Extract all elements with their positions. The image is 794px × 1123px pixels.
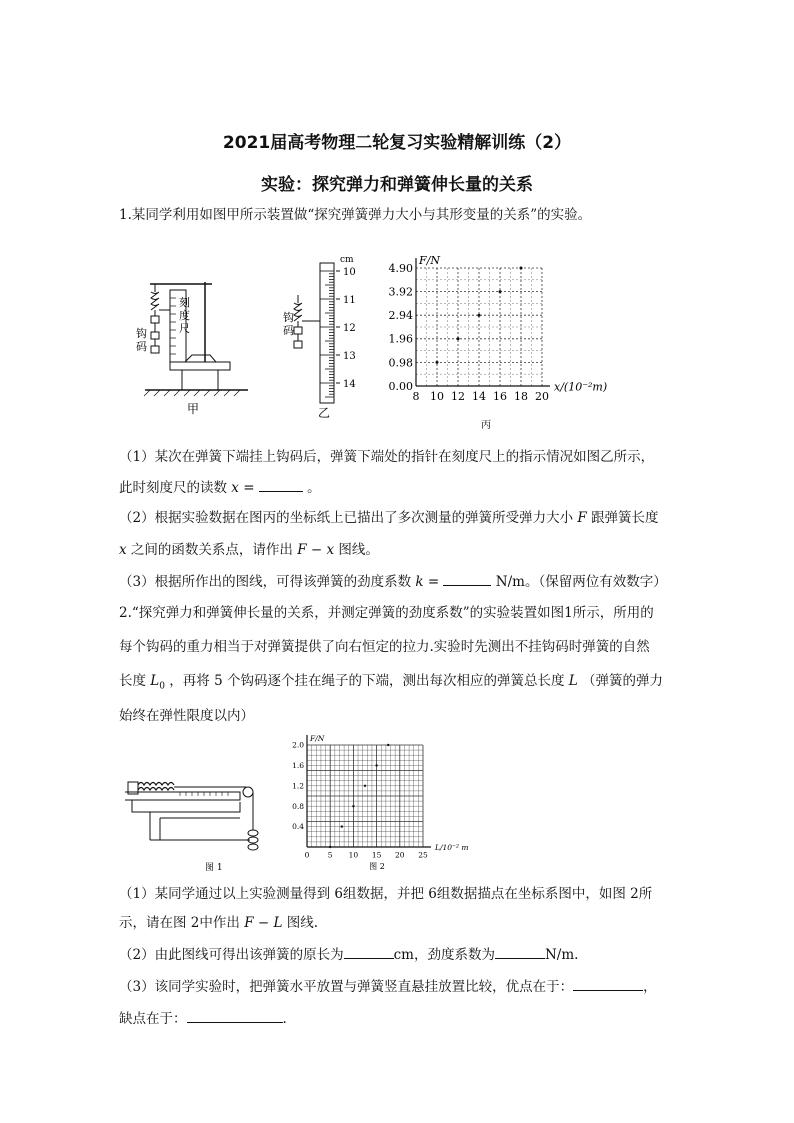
q2-sub1-line1: （1）某同学通过以上实验测量得到 6组数据，并把 6组数据描点在坐标系图中，如图 2所	[119, 886, 653, 902]
jia-ruler-label: 刻度尺	[179, 296, 190, 335]
q2-var-L0: L	[150, 673, 160, 689]
y-tick-label: 0.98	[388, 356, 413, 370]
x-tick-label: 8	[412, 390, 420, 403]
data-point	[387, 744, 389, 746]
fig1-caption: 图 1	[205, 863, 223, 873]
q1-stem: 1.某同学利用如图甲所示装置做“探究弹簧弹力大小与其形变量的关系”的实验。	[119, 207, 592, 223]
q2-sub3-line1	[119, 976, 679, 997]
q1-sub3-text: （3）根据所作出的图线，可得该弹簧的劲度系数	[119, 574, 412, 590]
x-tick-label: 15	[371, 850, 382, 860]
q2-answer-blank-length[interactable]	[344, 944, 394, 959]
q1-sub2-expr: F − x	[297, 542, 335, 558]
q2-sub1-expr: F − L	[244, 915, 283, 931]
page-subtitle: 实验：探究弹力和弹簧伸长量的关系	[261, 175, 533, 195]
y-axis-label: F/N	[310, 734, 325, 743]
fig-jia	[130, 262, 260, 422]
yi-tick-label: 11	[343, 295, 356, 306]
x-tick-label: 5	[327, 850, 333, 860]
x-axis-label: L/10⁻² m	[435, 843, 469, 852]
q1-sub1-text: 此时刻度尺的读数	[119, 480, 227, 496]
q2-stem-text: 长度	[119, 673, 146, 689]
q2-var-L0-sub: 0	[159, 681, 165, 692]
y-tick-label: 1.6	[292, 761, 304, 771]
x-tick-label: 20	[395, 850, 405, 860]
q2-stem-line4: 始终在弹性限度以内）	[119, 708, 254, 724]
y-tick-label: 2.0	[292, 740, 304, 750]
q2-answer-blank-advantage[interactable]	[573, 976, 643, 991]
q2-sub1-text: 示，请在图 2中作出	[119, 915, 240, 931]
data-point	[499, 290, 502, 293]
fig2-caption: 图 2	[369, 862, 385, 871]
x-tick-label: 16	[493, 390, 507, 403]
q2-answer-blank-disadvantage[interactable]	[187, 1008, 283, 1023]
q1-sub2-text2: 跟弹簧长度	[591, 510, 659, 526]
y-tick-label: 1.2	[292, 781, 304, 791]
q2-sub3-comma: ，	[643, 979, 657, 995]
yi-tick-label: 12	[343, 323, 356, 334]
y-tick-label: 3.92	[388, 285, 413, 299]
bing-caption: 丙	[481, 420, 491, 431]
q2-sub2-text3: N/m.	[544, 947, 579, 963]
data-point	[341, 825, 343, 827]
q1-sub3: （3）根据所作出的图线，可得该弹簧的劲度系数 k = N/m。（保留两位有效数字）	[119, 571, 679, 592]
jia-caption: 甲	[187, 402, 200, 416]
q2-var-L: L	[568, 673, 578, 689]
x-tick-label: 10	[348, 850, 359, 860]
fig-2-chart	[285, 733, 469, 873]
q1-sub2-text: （2）根据实验数据在图丙的坐标纸上已描出了多次测量的弹簧所受弹力大小	[119, 510, 574, 526]
data-point	[352, 805, 354, 807]
q1-sub3-var: k	[415, 574, 424, 590]
fig-yi	[280, 255, 370, 420]
q2-sub3-line2	[119, 1008, 679, 1029]
q1-sub1-var: x	[231, 480, 239, 496]
page-title: 2021届高考物理二轮复习实验精解训练（2）	[222, 133, 572, 153]
q1-sub2-var-x: x	[119, 542, 127, 558]
data-point	[457, 337, 460, 340]
yi-tick-label: 10	[343, 267, 356, 278]
x-axis-label: x/(10⁻²m)	[554, 380, 608, 394]
data-point	[436, 361, 439, 364]
y-tick-label: 0.8	[292, 801, 304, 811]
q2-answer-blank-k[interactable]	[495, 944, 545, 959]
q1-sub2-line2	[119, 540, 679, 560]
y-tick-label: 2.94	[388, 309, 413, 323]
q2-stem-line2: 每个钩码的重力相当于对弹簧提供了向右恒定的拉力.实验时先测出不挂钩码时弹簧的自然	[119, 639, 650, 655]
q1-sub2-text4: 图线。	[338, 542, 379, 558]
x-tick-label: 10	[430, 390, 444, 403]
jia-weight-label: 钩码	[136, 327, 147, 353]
yi-tick-label: 13	[343, 351, 356, 362]
x-tick-label: 0	[304, 850, 310, 860]
y-tick-label: 0.00	[388, 379, 413, 393]
yi-weight-label: 钩码	[283, 311, 294, 337]
q2-stem-line1: 2.“探究弹力和弹簧伸长量的关系，并测定弹簧的劲度系数”的实验装置如图1所示，所用的	[119, 605, 654, 621]
yi-unit: cm	[340, 255, 354, 265]
q1-sub1-line2: 此时刻度尺的读数 x = 。	[119, 477, 679, 498]
q1-sub2-var-F: F	[577, 510, 587, 526]
y-tick-label: 4.90	[388, 261, 413, 275]
q2-sub1-end: 图线.	[286, 915, 319, 931]
data-point	[329, 846, 331, 848]
x-tick-label: 14	[472, 390, 486, 403]
y-tick-label: 1.96	[388, 332, 413, 346]
data-point	[375, 764, 377, 766]
q2-sub2	[119, 944, 679, 965]
x-tick-label: 25	[418, 850, 428, 860]
q2-sub3-text2: 缺点在于：	[119, 1011, 187, 1027]
q1-sub3-end: N/m。（保留两位有效数字）	[495, 574, 667, 590]
x-tick-label: 20	[535, 390, 549, 403]
q1-answer-blank-x[interactable]	[259, 477, 303, 492]
q2-sub2-text2: cm，劲度系数为	[393, 947, 495, 963]
y-axis-label: F/N	[419, 254, 440, 267]
q2-sub3-period: .	[282, 1011, 287, 1027]
data-point	[364, 785, 366, 787]
yi-caption: 乙	[318, 406, 331, 420]
q1-sub2-line1	[119, 508, 679, 528]
x-tick-label: 18	[514, 390, 528, 403]
q1-answer-blank-k[interactable]	[443, 571, 491, 586]
x-tick-label: 12	[451, 390, 465, 403]
data-point	[478, 314, 481, 317]
q2-stem-text3: （弹簧的弹力	[582, 673, 664, 689]
q2-sub1-line2	[119, 913, 679, 933]
fig-1	[120, 770, 280, 875]
q1-sub1-line1: （1）某次在弹簧下端挂上钩码后，弹簧下端处的指针在刻度尺上的指示情况如图乙所示，	[119, 449, 655, 465]
q2-stem-text2: ，再将 5 个钩码逐个挂在绳子的下端，测出每次相应的弹簧总长度	[169, 673, 565, 689]
q1-sub1-end: 。	[307, 480, 321, 496]
q2-sub2-text: （2）由此图线可得出该弹簧的原长为	[119, 947, 344, 963]
data-point	[520, 267, 523, 270]
q2-stem-line3	[119, 671, 679, 697]
q1-sub2-text3: 之间的函数关系点，请作出	[130, 542, 293, 558]
fig-bing-chart	[378, 240, 618, 435]
q2-sub3-text: （3）该同学实验时，把弹簧水平放置与弹簧竖直悬挂放置比较，优点在于：	[119, 979, 574, 995]
y-tick-label: 0.4	[292, 822, 304, 832]
yi-tick-label: 14	[343, 379, 356, 390]
